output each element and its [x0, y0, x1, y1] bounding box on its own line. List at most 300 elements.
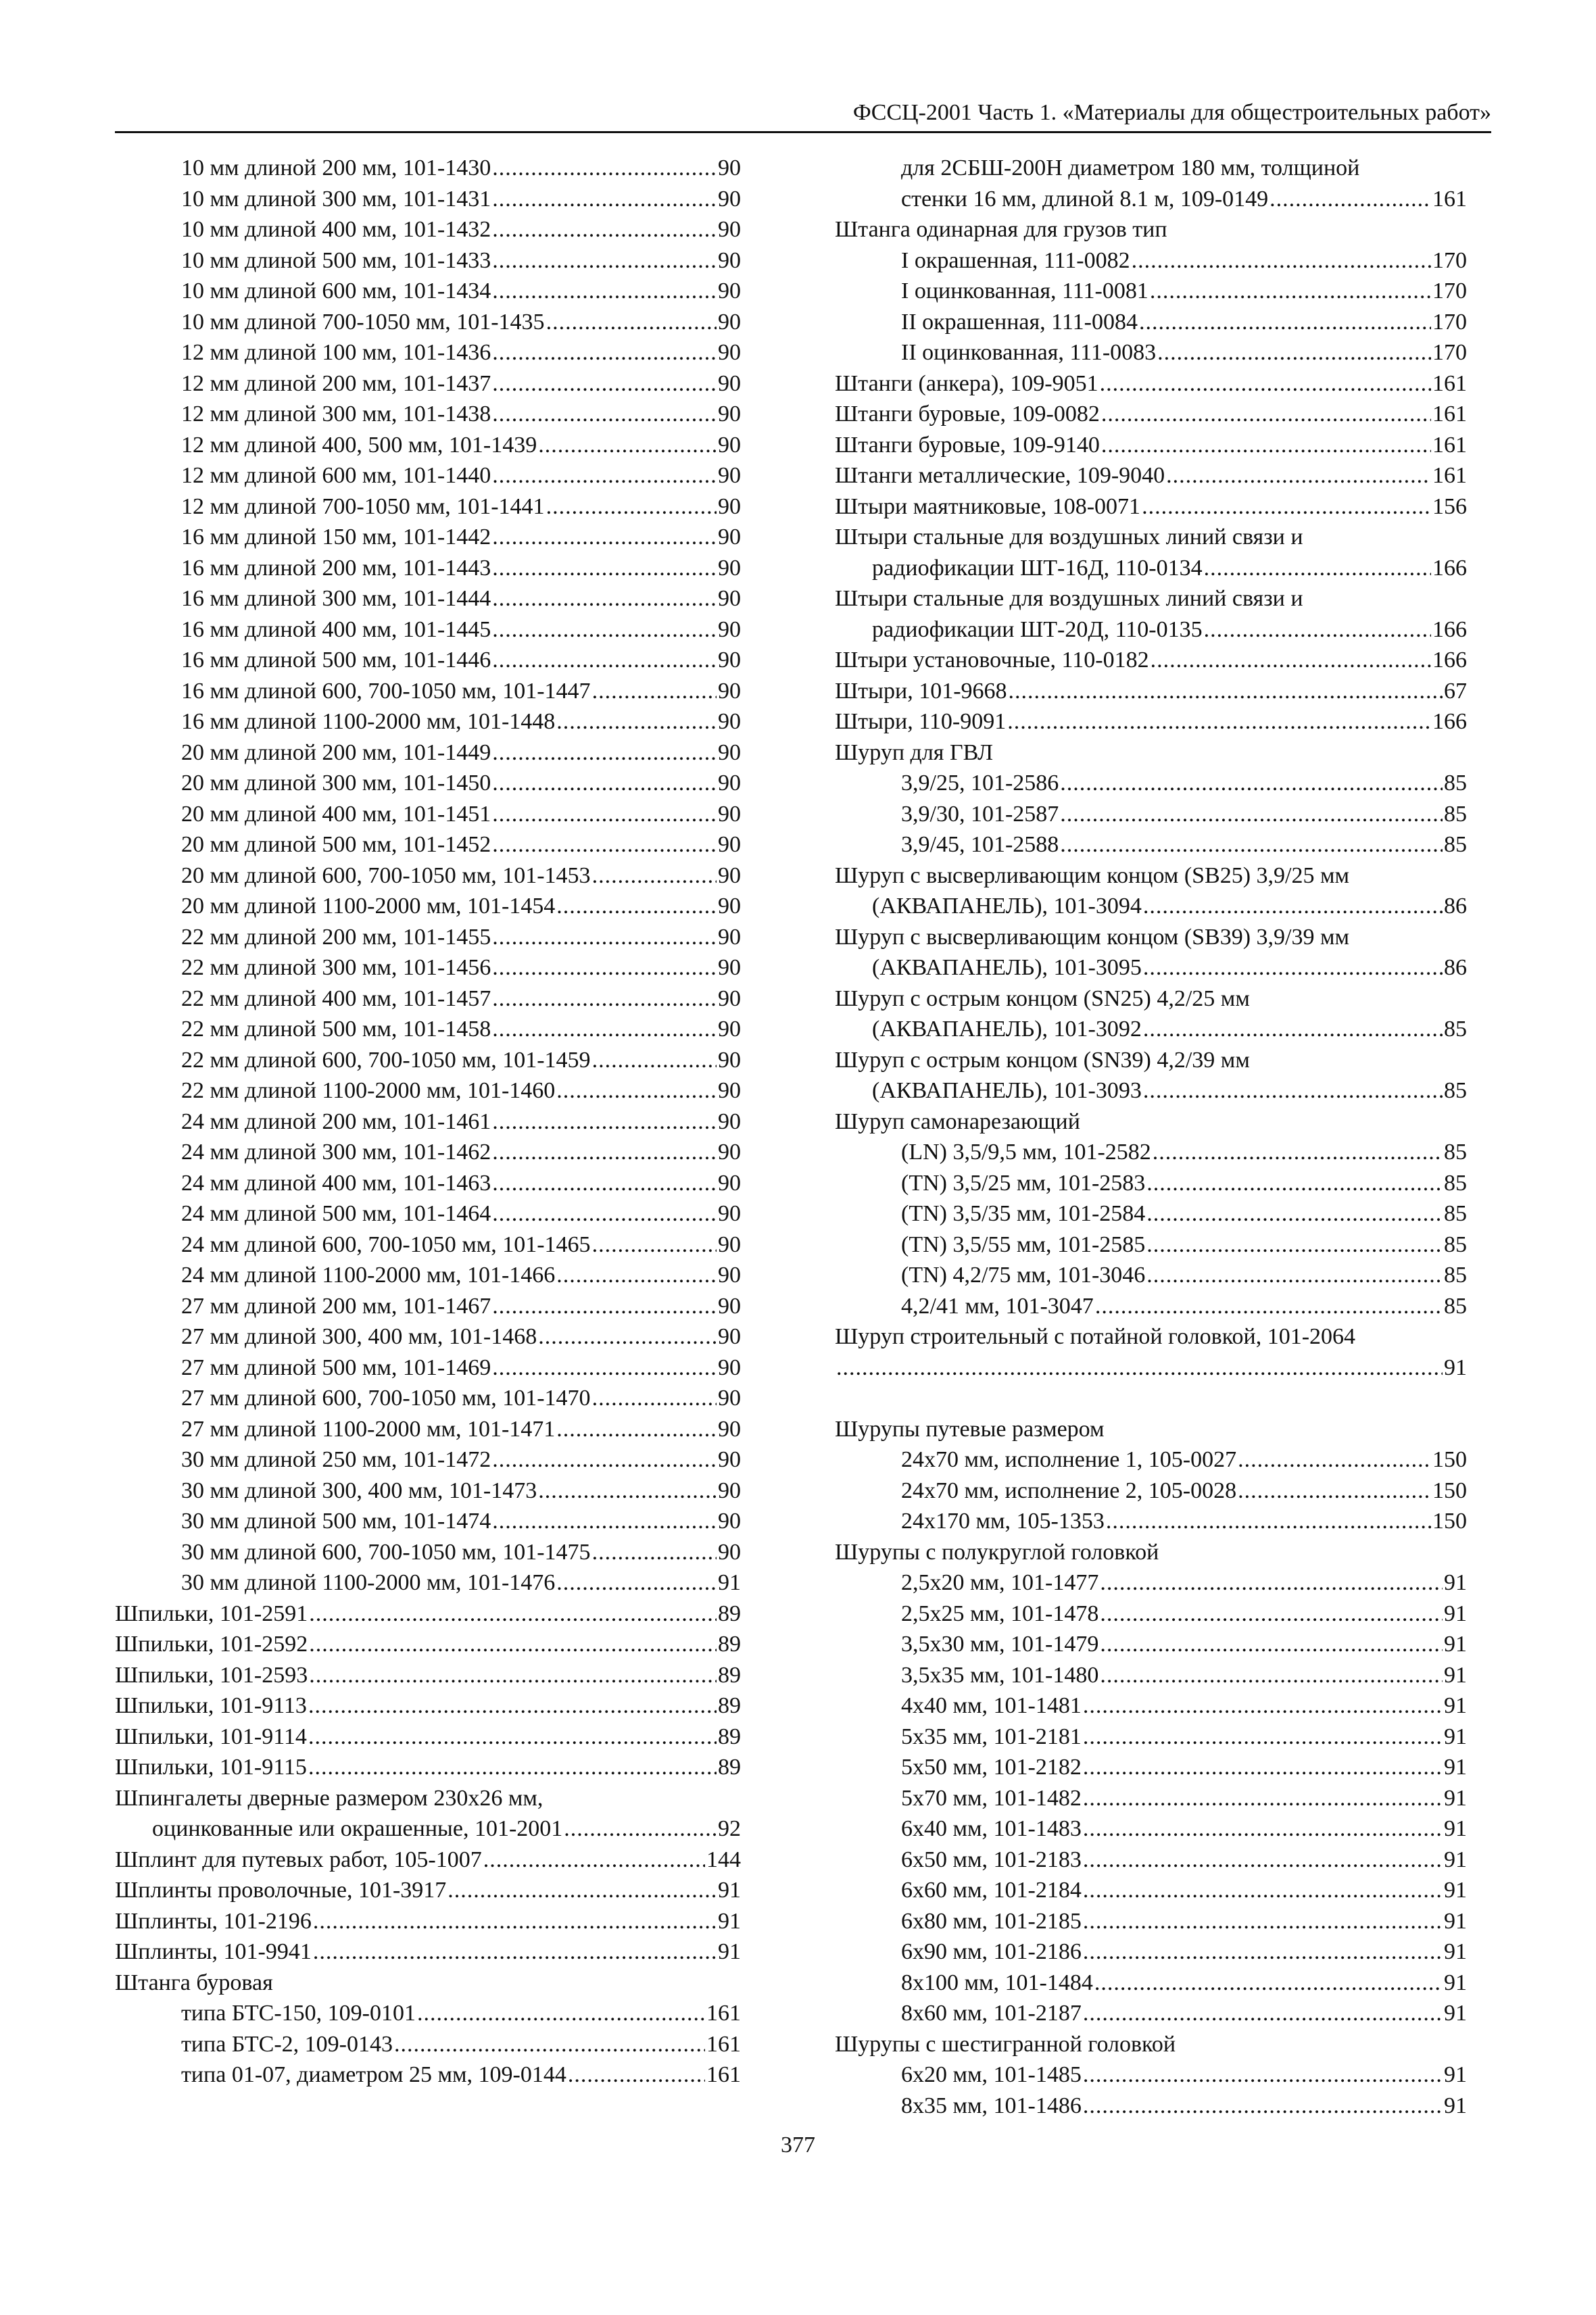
dot-leader — [492, 337, 717, 368]
entry-text: 20 мм длиной 600, 700-1050 мм, 101-1453 — [181, 862, 591, 888]
entry-text: (АКВАПАНЕЛЬ), 101-3094 — [872, 894, 1142, 919]
dot-leader — [1060, 799, 1443, 830]
entry-text: (TN) 3,5/35 мм, 101-2584 — [901, 1201, 1146, 1226]
dot-leader — [1238, 1476, 1431, 1507]
entry-text: 16 мм длиной 150 мм, 101-1442 — [181, 525, 491, 550]
dot-leader — [538, 1476, 717, 1507]
entry-page-number: 166 — [1432, 709, 1467, 734]
dot-leader — [1009, 676, 1443, 707]
index-entry — [115, 184, 741, 215]
index-entry — [115, 1291, 741, 1322]
index-entry — [835, 276, 1467, 307]
dot-leader — [492, 214, 717, 245]
entry-text: 20 мм длиной 1100-2000 мм, 101-1454 — [181, 894, 556, 919]
entry-page-number: 91 — [1444, 1847, 1467, 1872]
entry-page-number: 170 — [1432, 340, 1467, 365]
entry-text: 12 мм длиной 400, 500 мм, 101-1439 — [181, 432, 537, 458]
entry-text: (АКВАПАНЕЛЬ), 101-3095 — [872, 955, 1142, 980]
entry-text: 16 мм длиной 1100-2000 мм, 101-1448 — [181, 709, 556, 734]
entry-text: 16 мм длиной 600, 700-1050 мм, 101-1447 — [181, 678, 591, 704]
index-entry — [115, 153, 741, 184]
entry-text: Штанги металлические, 109-9040 — [835, 463, 1165, 488]
entry-text: 3,5х30 мм, 101-1479 — [901, 1632, 1099, 1657]
entry-page-number: 156 — [1432, 493, 1467, 519]
entry-text: I оцинкованная, 111-0081 — [901, 278, 1148, 303]
index-entry — [115, 368, 741, 399]
entry-text: 22 мм длиной 200 мм, 101-1455 — [181, 924, 491, 950]
dot-leader — [1083, 2060, 1443, 2091]
entry-page-number: 89 — [718, 1632, 741, 1657]
entry-text: 12 мм длиной 700-1050 мм, 101-1441 — [181, 493, 545, 519]
entry-page-number: 91 — [1444, 1939, 1467, 1964]
index-entry — [115, 737, 741, 769]
index-entry — [115, 460, 741, 491]
index-entry — [115, 1690, 741, 1722]
entry-page-number: 90 — [718, 370, 741, 396]
index-entry — [835, 1137, 1467, 1168]
index-entry — [835, 799, 1467, 830]
entry-text: 20 мм длиной 300 мм, 101-1450 — [181, 771, 491, 796]
entry-text: 5х35 мм, 101-2181 — [901, 1724, 1082, 1749]
entry-text: 24 мм длиной 500 мм, 101-1464 — [181, 1201, 491, 1226]
dot-leader — [538, 1321, 717, 1353]
entry-text: 10 мм длиной 300 мм, 101-1431 — [181, 186, 491, 212]
index-entry — [835, 491, 1467, 522]
dot-leader — [309, 1629, 717, 1660]
entry-text: 24 мм длиной 1100-2000 мм, 101-1466 — [181, 1263, 556, 1288]
entry-text: 30 мм длиной 600, 700-1050 мм, 101-1475 — [181, 1539, 591, 1565]
entry-text: 3,9/45, 101-2588 — [901, 832, 1059, 857]
entry-page-number: 90 — [718, 616, 741, 642]
entry-page-number: 91 — [718, 1878, 741, 1903]
entry-text: 24х70 мм, исполнение 2, 105-0028 — [901, 1478, 1237, 1503]
dot-leader — [1153, 1137, 1443, 1168]
entry-page-number: 170 — [1432, 247, 1467, 273]
index-entry — [835, 1783, 1467, 1814]
index-entry — [835, 1968, 1467, 1999]
entry-page-number: 91 — [1444, 1601, 1467, 1626]
dot-leader — [1269, 184, 1431, 215]
entry-text: 10 мм длиной 600 мм, 101-1434 — [181, 278, 491, 303]
dot-leader — [1083, 1998, 1443, 2029]
entry-text: 12 мм длиной 300 мм, 101-1438 — [181, 401, 491, 427]
entry-page-number: 91 — [1444, 1632, 1467, 1657]
entry-text: Шуруп с острым концом (SN39) 4,2/39 мм — [835, 1047, 1250, 1073]
dot-leader — [1238, 1444, 1431, 1476]
entry-text: 6х80 мм, 101-2185 — [901, 1908, 1082, 1934]
entry-text: 27 мм длиной 1100-2000 мм, 101-1471 — [181, 1416, 556, 1442]
entry-text: (LN) 3,5/9,5 мм, 101-2582 — [901, 1140, 1151, 1165]
dot-leader — [492, 1198, 717, 1229]
entry-text: 10 мм длиной 400 мм, 101-1432 — [181, 217, 491, 242]
index-entry — [115, 1014, 741, 1045]
entry-text: 10 мм длиной 500 мм, 101-1433 — [181, 247, 491, 273]
entry-text: Шуруп с высверливающим концом (SB25) 3,9/25 мм — [835, 862, 1350, 888]
index-entry — [115, 983, 741, 1015]
index-entry — [835, 860, 1467, 892]
entry-page-number: 91 — [1444, 2001, 1467, 2026]
entry-page-number: 161 — [1432, 463, 1467, 488]
index-entry — [835, 676, 1467, 707]
entry-text: Шпильки, 101-9114 — [115, 1724, 307, 1749]
index-entry — [835, 1353, 1467, 1384]
index-entry — [115, 829, 741, 860]
index-entry — [115, 1906, 741, 1937]
index-entry — [835, 1567, 1467, 1599]
index-entry — [115, 891, 741, 922]
entry-text: 24х70 мм, исполнение 1, 105-0027 — [901, 1447, 1237, 1472]
entry-text: 27 мм длиной 500 мм, 101-1469 — [181, 1355, 491, 1380]
dot-leader — [1083, 1813, 1443, 1845]
entry-text: 16 мм длиной 200 мм, 101-1443 — [181, 555, 491, 581]
dot-leader — [492, 1168, 717, 1199]
entry-page-number: 90 — [718, 1386, 741, 1411]
entry-page-number: 90 — [718, 1170, 741, 1196]
entry-page-number: 91 — [718, 1939, 741, 1964]
dot-leader — [1060, 768, 1443, 799]
entry-page-number: 161 — [706, 2031, 741, 2057]
entry-text: 12 мм длиной 600 мм, 101-1440 — [181, 463, 491, 488]
dot-leader — [546, 307, 717, 338]
dot-leader — [492, 1444, 717, 1476]
entry-text: Штыри установочные, 110-0182 — [835, 648, 1149, 673]
entry-page-number: 85 — [1444, 1017, 1467, 1042]
dot-leader — [556, 1567, 717, 1599]
entry-text: для 2СБШ-200Н диаметром 180 мм, толщиной — [901, 155, 1360, 180]
dot-leader — [564, 1813, 717, 1845]
index-entry — [115, 2029, 741, 2060]
dot-leader — [1083, 2091, 1443, 2122]
entry-page-number: 166 — [1432, 616, 1467, 642]
index-entry — [835, 1752, 1467, 1783]
entry-text: (TN) 3,5/55 мм, 101-2585 — [901, 1232, 1146, 1257]
dot-leader — [313, 1906, 717, 1937]
dot-leader — [556, 706, 717, 737]
entry-text: 27 мм длиной 600, 700-1050 мм, 101-1470 — [181, 1386, 591, 1411]
index-entry — [115, 1660, 741, 1691]
entry-text: 30 мм длиной 1100-2000 мм, 101-1476 — [181, 1570, 556, 1595]
entry-text: 6х20 мм, 101-1485 — [901, 2062, 1082, 2087]
entry-page-number: 161 — [1432, 401, 1467, 427]
dot-leader — [448, 1875, 717, 1906]
dot-leader — [1083, 1906, 1443, 1937]
dot-leader — [1083, 1783, 1443, 1814]
index-entry — [835, 2029, 1467, 2060]
entry-text: Шпильки, 101-9115 — [115, 1755, 307, 1780]
index-entry — [115, 1752, 741, 1783]
index-entry — [115, 1229, 741, 1261]
entry-page-number: 90 — [718, 862, 741, 888]
index-entry — [835, 829, 1467, 860]
entry-text: Штыри стальные для воздушных линий связи и — [835, 525, 1303, 550]
dot-leader — [1095, 1291, 1443, 1322]
index-entry — [115, 1106, 741, 1138]
index-entry — [115, 1875, 741, 1906]
index-entry — [835, 922, 1467, 953]
entry-page-number: 85 — [1444, 1078, 1467, 1103]
index-entry — [115, 553, 741, 584]
dot-leader — [492, 1137, 717, 1168]
index-entry — [835, 1414, 1467, 1445]
dot-leader — [492, 922, 717, 953]
entry-text: 5х70 мм, 101-1482 — [901, 1785, 1082, 1811]
entry-text: Штыри стальные для воздушных линий связи и — [835, 586, 1303, 611]
index-entry — [115, 1137, 741, 1168]
index-entry — [115, 522, 741, 553]
index-entry — [835, 583, 1467, 614]
index-entry — [115, 1045, 741, 1076]
index-entry — [115, 307, 741, 338]
entry-page-number: 161 — [1432, 370, 1467, 396]
dot-leader — [1083, 1690, 1443, 1722]
entry-text: 27 мм длиной 300, 400 мм, 101-1468 — [181, 1324, 537, 1349]
entry-page-number: 85 — [1444, 1293, 1467, 1319]
dot-leader — [492, 245, 717, 276]
index-entry — [835, 399, 1467, 430]
index-entry — [115, 1783, 741, 1814]
index-entry — [835, 1875, 1467, 1906]
entry-text: Шуруп самонарезающий — [835, 1108, 1080, 1134]
index-entry — [835, 645, 1467, 676]
index-entry — [835, 430, 1467, 461]
dot-leader — [836, 1353, 1443, 1384]
entry-text: Шурупы с полукруглой головкой — [835, 1539, 1159, 1565]
entry-page-number: 144 — [706, 1847, 741, 1872]
entry-text: II окрашенная, 111-0084 — [901, 309, 1138, 335]
index-entry — [115, 2060, 741, 2091]
entry-text: Шуруп с острым концом (SN25) 4,2/25 мм — [835, 985, 1250, 1011]
dot-leader — [309, 1599, 717, 1630]
index-entry — [115, 952, 741, 983]
index-entry — [115, 1936, 741, 1968]
entry-page-number: 91 — [1444, 1693, 1467, 1718]
entry-text: 6х90 мм, 101-2186 — [901, 1939, 1082, 1964]
entry-page-number: 92 — [718, 1816, 741, 1841]
entry-page-number: 91 — [718, 1908, 741, 1934]
entry-page-number: 91 — [1444, 2062, 1467, 2087]
index-entry — [115, 1599, 741, 1630]
entry-page-number: 85 — [1444, 832, 1467, 857]
entry-page-number: 89 — [718, 1601, 741, 1626]
index-entry — [835, 337, 1467, 368]
dot-leader — [492, 737, 717, 769]
entry-text: Шпильки, 101-9113 — [115, 1693, 307, 1718]
index-entry — [115, 614, 741, 645]
entry-page-number: 90 — [718, 771, 741, 796]
entry-text: 24 мм длиной 600, 700-1050 мм, 101-1465 — [181, 1232, 591, 1257]
index-entry — [835, 1629, 1467, 1660]
dot-leader — [1204, 553, 1431, 584]
entry-text: (АКВАПАНЕЛЬ), 101-3093 — [872, 1078, 1142, 1103]
entry-page-number: 91 — [718, 1570, 741, 1595]
entry-text: Штанга одинарная для грузов тип — [835, 217, 1167, 242]
dot-leader — [1094, 1968, 1443, 1999]
entry-text: Шурупы путевые размером — [835, 1416, 1105, 1442]
index-entry — [835, 1690, 1467, 1722]
dot-leader — [592, 860, 717, 892]
index-entry — [835, 1936, 1467, 1968]
entry-text: Штанга буровая — [115, 1970, 273, 1995]
entry-text: 10 мм длиной 200 мм, 101-1430 — [181, 155, 491, 180]
entry-page-number: 90 — [718, 1509, 741, 1534]
dot-leader — [492, 952, 717, 983]
entry-page-number: 90 — [718, 1140, 741, 1165]
entry-text: Шпильки, 101-2592 — [115, 1632, 308, 1657]
entry-text: 27 мм длиной 200 мм, 101-1467 — [181, 1293, 491, 1319]
dot-leader — [492, 768, 717, 799]
entry-text: 30 мм длиной 300, 400 мм, 101-1473 — [181, 1478, 537, 1503]
entry-text: 22 мм длиной 400 мм, 101-1457 — [181, 985, 491, 1011]
entry-text: 20 мм длиной 500 мм, 101-1452 — [181, 832, 491, 857]
entry-page-number: 166 — [1432, 555, 1467, 581]
index-entry — [115, 922, 741, 953]
entry-text: Шплинты, 101-2196 — [115, 1908, 312, 1934]
entry-page-number: 90 — [718, 525, 741, 550]
entry-text: (АКВАПАНЕЛЬ), 101-3092 — [872, 1017, 1142, 1042]
index-entry — [835, 1168, 1467, 1199]
dot-leader — [1060, 829, 1443, 860]
index-entry — [835, 460, 1467, 491]
index-entry — [835, 2060, 1467, 2091]
entry-page-number: 91 — [1444, 1662, 1467, 1688]
dot-leader — [309, 1660, 717, 1691]
entry-text: 30 мм длиной 500 мм, 101-1474 — [181, 1509, 491, 1534]
index-entry — [115, 645, 741, 676]
entry-text: 2,5х25 мм, 101-1478 — [901, 1601, 1099, 1626]
dot-leader — [1143, 1075, 1443, 1106]
dot-leader — [592, 1383, 717, 1414]
dot-leader — [556, 891, 717, 922]
dot-leader — [492, 1506, 717, 1537]
index-entry — [835, 983, 1467, 1015]
entry-text: 3,9/25, 101-2586 — [901, 771, 1059, 796]
entry-text: 24 мм длиной 200 мм, 101-1461 — [181, 1108, 491, 1134]
entry-page-number: 91 — [1444, 1724, 1467, 1749]
index-entry — [115, 1321, 741, 1353]
dot-leader — [492, 460, 717, 491]
dot-leader — [1157, 337, 1431, 368]
entry-page-number: 170 — [1432, 278, 1467, 303]
entry-text: I окрашенная, 111-0082 — [901, 247, 1130, 273]
entry-text: 16 мм длиной 300 мм, 101-1444 — [181, 586, 491, 611]
dot-leader — [492, 645, 717, 676]
index-entry — [835, 184, 1467, 215]
index-entry — [835, 1291, 1467, 1322]
index-entry — [835, 1506, 1467, 1537]
entry-page-number: 91 — [1444, 1755, 1467, 1780]
entry-text: 8х35 мм, 101-1486 — [901, 2093, 1082, 2118]
entry-page-number: 90 — [718, 924, 741, 950]
index-entry — [115, 676, 741, 707]
dot-leader — [492, 153, 717, 184]
index-entry — [115, 1506, 741, 1537]
dot-leader — [592, 1045, 717, 1076]
entry-text: 24 мм длиной 300 мм, 101-1462 — [181, 1140, 491, 1165]
entry-text: 16 мм длиной 500 мм, 101-1446 — [181, 648, 491, 673]
index-entry — [835, 952, 1467, 983]
dot-leader — [546, 491, 717, 522]
page-number: 377 — [781, 2133, 815, 2158]
entry-text: Штыри маятниковые, 108-0071 — [835, 493, 1141, 519]
index-column-right — [835, 153, 1467, 2121]
entry-text: 22 мм длиной 300 мм, 101-1456 — [181, 955, 491, 980]
entry-page-number: 89 — [718, 1724, 741, 1749]
dot-leader — [1143, 952, 1443, 983]
index-entry — [115, 1353, 741, 1384]
entry-page-number: 90 — [718, 955, 741, 980]
entry-text: Шурупы с шестигранной головкой — [835, 2031, 1176, 2057]
index-entry — [835, 706, 1467, 737]
dot-leader — [1146, 1229, 1443, 1261]
entry-text: радиофикации ШТ-20Д, 110-0135 — [872, 616, 1203, 642]
entry-page-number: 90 — [718, 1078, 741, 1103]
entry-page-number: 86 — [1444, 894, 1467, 919]
entry-text: 3,5х35 мм, 101-1480 — [901, 1662, 1099, 1688]
dot-leader — [592, 1537, 717, 1568]
dot-leader — [1083, 1845, 1443, 1876]
index-entry — [835, 1075, 1467, 1106]
entry-page-number: 90 — [718, 1232, 741, 1257]
index-entry — [115, 768, 741, 799]
entry-page-number: 90 — [718, 432, 741, 458]
index-entry — [835, 1198, 1467, 1229]
entry-text: 22 мм длиной 500 мм, 101-1458 — [181, 1017, 491, 1042]
entry-page-number: 91 — [1444, 1970, 1467, 1995]
dot-leader — [492, 799, 717, 830]
entry-page-number: 166 — [1432, 648, 1467, 673]
dot-leader — [492, 184, 717, 215]
entry-page-number: 170 — [1432, 309, 1467, 335]
index-entry — [835, 1045, 1467, 1076]
index-entry — [835, 1537, 1467, 1568]
entry-page-number: 161 — [1432, 432, 1467, 458]
dot-leader — [1132, 245, 1431, 276]
index-entry — [115, 706, 741, 737]
index-entry — [835, 1476, 1467, 1507]
entry-text: типа БТС-150, 109-0101 — [181, 2001, 416, 2026]
entry-text: Шуруп для ГВЛ — [835, 739, 994, 765]
index-entry — [115, 1075, 741, 1106]
dot-leader — [492, 1106, 717, 1138]
dot-leader — [538, 430, 717, 461]
dot-leader — [394, 2029, 705, 2060]
entry-page-number: 90 — [718, 1478, 741, 1503]
index-entry — [835, 553, 1467, 584]
dot-leader — [492, 276, 717, 307]
entry-page-number: 90 — [718, 1355, 741, 1380]
entry-text: 24 мм длиной 400 мм, 101-1463 — [181, 1170, 491, 1196]
index-entry — [835, 1260, 1467, 1291]
entry-page-number: 91 — [1444, 1570, 1467, 1595]
entry-text: Штыри, 110-9091 — [835, 709, 1007, 734]
entry-page-number: 85 — [1444, 801, 1467, 827]
entry-page-number: 85 — [1444, 1170, 1467, 1196]
dot-leader — [1151, 645, 1431, 676]
index-entry — [115, 1260, 741, 1291]
dot-leader — [568, 2060, 705, 2091]
index-entry — [835, 1444, 1467, 1476]
entry-page-number: 90 — [718, 1416, 741, 1442]
entry-text: 30 мм длиной 250 мм, 101-1472 — [181, 1447, 491, 1472]
dot-leader — [1166, 460, 1431, 491]
entry-page-number: 90 — [718, 309, 741, 335]
entry-text: Штыри, 101-9668 — [835, 678, 1007, 704]
entry-text: II оцинкованная, 111-0083 — [901, 340, 1157, 365]
dot-leader — [592, 676, 717, 707]
dot-leader — [1150, 276, 1431, 307]
index-entry — [835, 768, 1467, 799]
entry-text: 6х50 мм, 101-2183 — [901, 1847, 1082, 1872]
